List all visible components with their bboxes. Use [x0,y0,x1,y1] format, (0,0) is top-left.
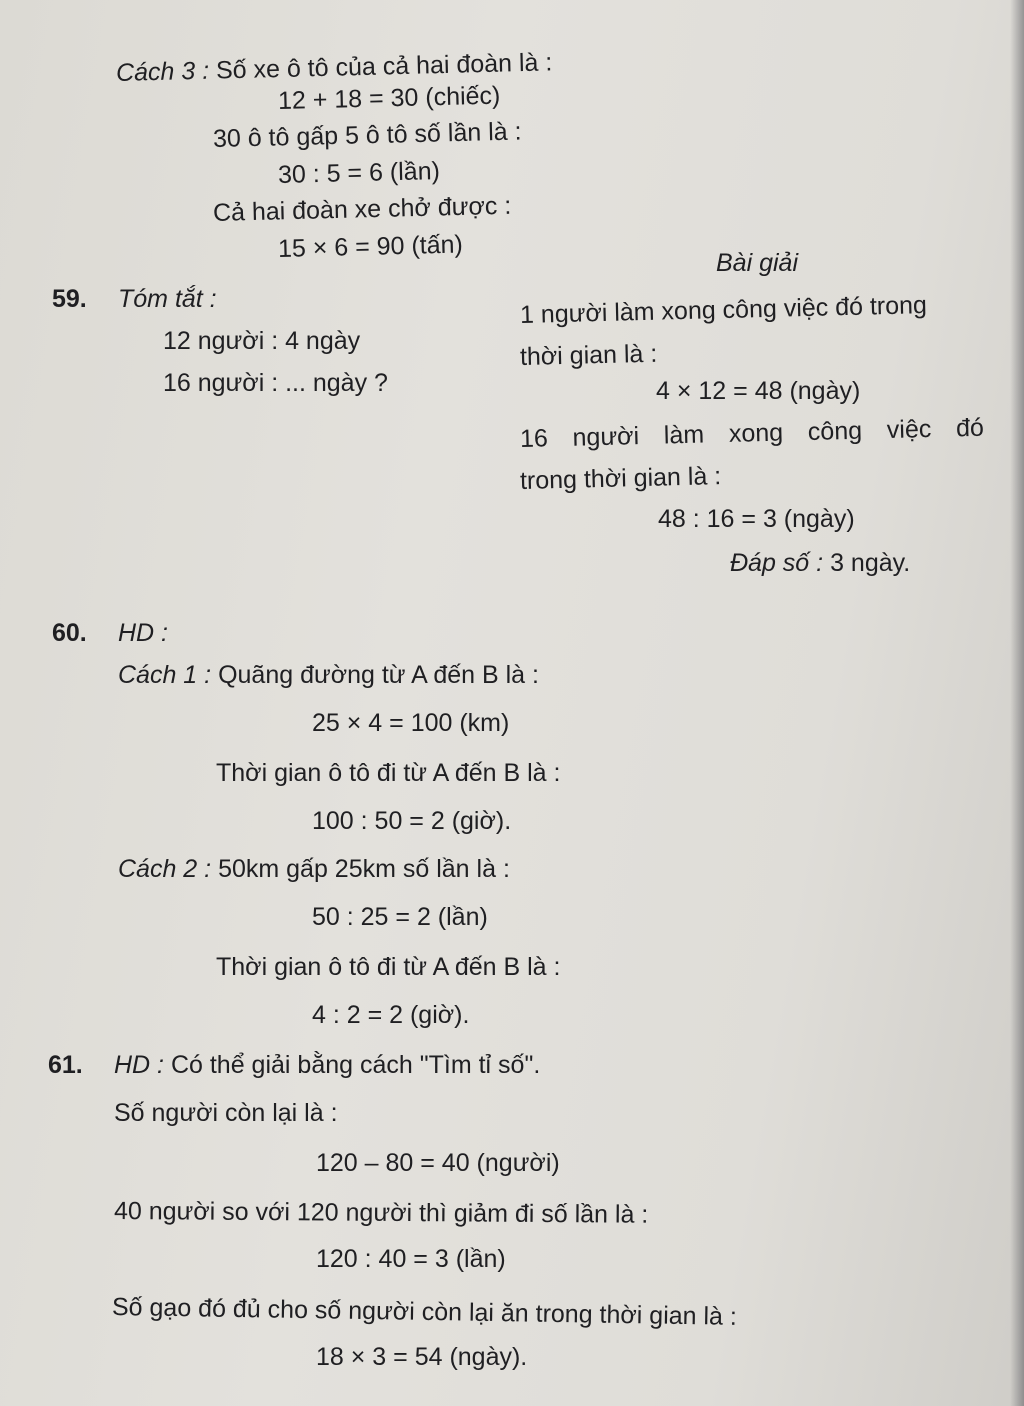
problem-59-solution-line-1b: thời gian là : [519,339,658,371]
problem-61-hd-line [114,1050,540,1080]
problem-60-equation-1: 25 × 4 = 100 (km) [312,709,510,737]
problem-61-number: 61. [48,1051,83,1079]
problem-60-line-2: Thời gian ô tô đi từ A đến B là : [216,759,561,787]
problem-59-solution-line-2a: 16 người làm xong công việc đó [519,413,985,453]
cach3-equation-3: 15 × 6 = 90 (tấn) [277,230,464,263]
problem-61-hd: HD : [114,1051,164,1079]
problem-59-solution-line-1a: 1 người làm xong công việc đó trong [519,291,928,329]
problem-60-equation-3: 50 : 25 = 2 (lần) [312,903,488,931]
problem-61-equation-3: 18 × 3 = 54 (ngày). [316,1343,528,1371]
problem-61-hd-text: Có thể giải bằng cách "Tìm tỉ số". [170,1051,541,1079]
problem-60-hd: HD : [118,619,168,647]
problem-60-cach1-label: Cách 1 : [118,661,212,689]
problem-59-summary-line-1: 12 người : 4 ngày [163,327,361,355]
problem-61-equation-1: 120 – 80 = 40 (người) [316,1149,560,1177]
cach3-line-3: Cả hai đoàn xe chở được : [212,191,512,227]
problem-60-number: 60. [52,619,87,647]
page-edge-shadow [1010,0,1024,1406]
cach3-line-2: 30 ô tô gấp 5 ô tô số lần là : [212,117,522,153]
problem-60-equation-2: 100 : 50 = 2 (giờ). [312,807,512,835]
problem-59-equation-2: 48 : 16 = 3 (ngày) [658,505,855,533]
cach3-label: Cách 3 : [115,56,210,87]
problem-60-cach2-label: Cách 2 : [118,855,212,883]
problem-59-number: 59. [52,285,87,313]
problem-60-line-4: Thời gian ô tô đi từ A đến B là : [216,953,561,981]
problem-59-answer-label: Đáp số : [730,549,824,577]
problem-59-solution-line-2b: trong thời gian là : [519,462,722,495]
cach3-equation-1: 12 + 18 = 30 (chiếc) [277,81,501,115]
problem-60-cach2-line [118,854,510,884]
problem-59-summary-line-2: 16 người : ... ngày ? [163,369,388,397]
cach3-intro: Số xe ô tô của cả hai đoàn là : [215,48,553,85]
problem-60-cach1-line [118,660,539,690]
problem-61-line-1: Số người còn lại là : [114,1099,338,1127]
problem-59-answer-value: 3 ngày. [830,549,911,577]
problem-59-solution-title: Bài giải [716,249,798,277]
problem-60-cach2-text: 50km gấp 25km số lần là : [218,855,510,883]
problem-59-equation-1: 4 × 12 = 48 (ngày) [656,377,861,405]
problem-59-summary-label: Tóm tắt : [118,285,217,313]
problem-61-equation-2: 120 : 40 = 3 (lần) [316,1245,506,1273]
problem-60-cach1-text: Quãng đường từ A đến B là : [218,661,539,689]
problem-60-equation-4: 4 : 2 = 2 (giờ). [312,1001,470,1029]
problem-61-line-2: 40 người so với 120 người thì giảm đi số lần là : [113,1197,649,1229]
cach3-equation-2: 30 : 5 = 6 (lần) [277,157,441,189]
problem-61-line-3: Số gạo đó đủ cho số người còn lại ăn trong thời gian là : [111,1293,738,1331]
problem-59-answer [730,548,910,578]
